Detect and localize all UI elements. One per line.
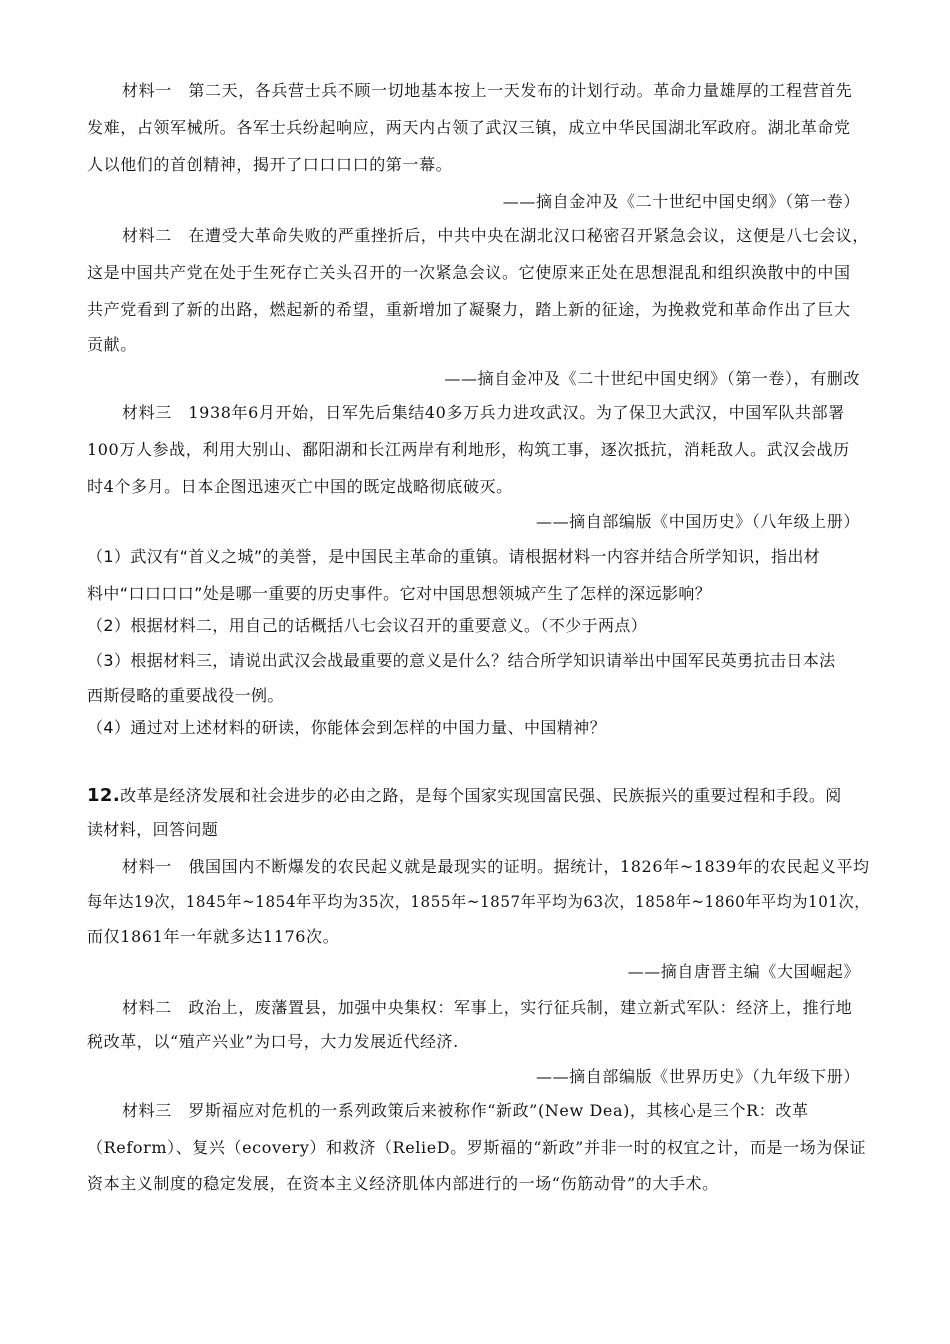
source-citation: ——摘自部编版《中国历史》（八年级上册） [535, 512, 860, 531]
question-2: （2）根据材料二，用自己的话概括八七会议召开的重要意义。（不少于两点） [87, 616, 648, 635]
text-line: 共产党看到了新的出路，燃起新的希望，重新增加了凝聚力，踏上新的征途，为挽救党和革命作出了巨大 [87, 300, 851, 319]
question-12-intro-cont: 读材料，回答问题 [87, 820, 219, 839]
text-line: 材料三 罗斯福应对危机的一系列政策后来被称作“新政”(New Dea)，其核心是三个R：改革 [122, 1101, 809, 1120]
text-line: 发难，占领军械所。各军士兵纷起响应，两天内占领了武汉三镇，成立中华民国湖北军政府。湖北革命党 [87, 118, 851, 137]
text-line: 这是中国共产党在处于生死存亡关头召开的一次紧急会议。它使原来正处在思想混乱和组织涣散中的中国 [87, 263, 851, 282]
text-line: 税改革，以“殖产兴业”为口号，大力发展近代经济. [87, 1032, 459, 1051]
text-line: 材料二 政治上，废藩置县，加强中央集权：军事上，实行征兵制，建立新式军队：经济上，推行地 [122, 998, 853, 1017]
source-citation: ——摘自部编版《世界历史》（九年级下册） [535, 1067, 860, 1086]
question-1: （1）武汉有“首义之城”的美誉，是中国民主革命的重镇。请根据材料一内容并结合所学知识，指出材 [87, 547, 821, 566]
question-4: （4）通过对上述材料的研读，你能体会到怎样的中国力量、中国精神？ [87, 718, 606, 737]
text-line: 人以他们的首创精神，揭开了口口口口的第一幕。 [87, 155, 453, 174]
question-12-intro [87, 784, 842, 808]
source-citation: ——摘自金冲及《二十世纪中国史纲》（第一卷），有删改 [444, 369, 860, 388]
text-line: 材料二 在遭受大革命失败的严重挫折后，中共中央在湖北汉口秘密召开紧急会议，这便是八七会议， [122, 226, 870, 245]
text-line: 贡献。 [87, 335, 137, 354]
question-3: （3）根据材料三，请说出武汉会战最重要的意义是什么？结合所学知识请举出中国军民英勇抗击日本法 [87, 651, 836, 670]
text-line: 100万人参战，利用大别山、鄱阳湖和长江两岸有利地形，构筑工事，逐次抵抗，消耗敌人。武汉会战历 [87, 440, 850, 459]
question-3-cont: 西斯侵略的重要战役一例。 [87, 686, 284, 705]
text-line: 每年达19次，1845年~1854年平均为35次，1855年~1857年平均为63次，1858年~1860年平均为101次， [87, 892, 870, 911]
text-line: 资本主义制度的稳定发展，在资本主义经济肌体内部进行的一场“伤筋动骨”的大手术。 [87, 1174, 719, 1193]
source-citation: ——摘自金冲及《二十世纪中国史纲》（第一卷） [502, 192, 860, 211]
source-citation: ——摘自唐晋主编《大国崛起》 [627, 962, 860, 981]
text-line: 材料一 俄国国内不断爆发的农民起义就是最现实的证明。据统计，1826年~1839年的农民起义平均 [122, 857, 870, 876]
question-1-cont: 料中“口口口口”处是哪一重要的历史事件。它对中国思想领城产生了怎样的深远影响？ [87, 584, 712, 603]
text-line: 材料一 第二天，各兵营士兵不顾一切地基本按上一天发布的计划行动。革命力量雄厚的工程营首先 [122, 81, 853, 100]
text-line: 时4个多月。日本企图迅速灭亡中国的既定战略彻底破灭。 [87, 477, 513, 496]
text-line: 而仅1861年一年就多达1176次。 [87, 927, 340, 946]
text-line: 材料三 1938年6月开始，日军先后集结40多万兵力进攻武汉。为了保卫大武汉，中国军队共部署 [122, 403, 845, 422]
intro-text: 改革是经济发展和社会进步的必由之路，是每个国家实现国富民强、民族振兴的重要过程和手段。阅 [120, 786, 842, 805]
question-number: 12. [87, 785, 121, 806]
text-line: （Reform）、复兴（ecovery）和救济（RelieD。罗斯福的“新政”并非一时的权宜之计，而是一场为保证 [87, 1138, 867, 1157]
